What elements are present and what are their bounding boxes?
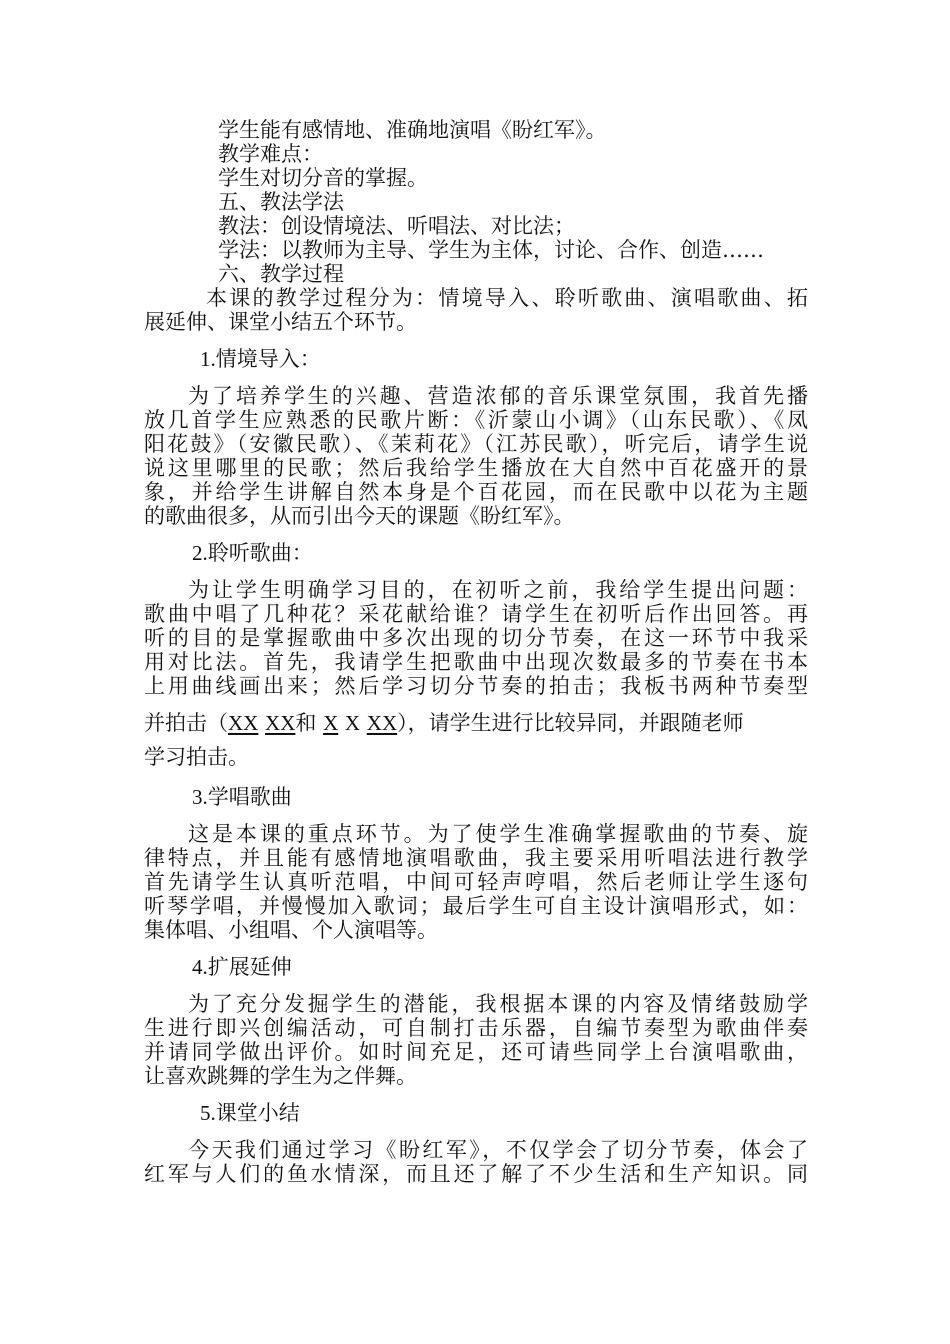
paragraph-line: 律特点，并且能有感情地演唱歌曲，我主要采用听唱法进行教学 — [144, 846, 808, 870]
rhythm-notation-plain: X — [344, 711, 361, 735]
rhythm-line-suffix: ），请学生进行比较异同，并跟随老师 — [397, 711, 744, 735]
paragraph-line: 说这里哪里的民歌；然后我给学生播放在大自然中百花盛开的景 — [144, 456, 808, 480]
paragraph-line: 集体唱、小组唱、个人演唱等。 — [144, 918, 438, 942]
section-3-paragraph — [144, 822, 808, 942]
paragraph-line: 学习拍击。 — [144, 745, 249, 769]
paragraph-line: 让喜欢跳舞的学生为之伴舞。 — [144, 1064, 417, 1088]
overview-line-2: 展延伸、课堂小结五个环节。 — [144, 310, 417, 334]
paragraph-line: 这是本课的重点环节。为了使学生准确掌握歌曲的节奏、旋 — [188, 822, 808, 846]
section-2-heading: 2.聆听歌曲： — [192, 541, 313, 565]
methods-heading: 五、教法学法 — [218, 190, 344, 214]
goal-text: 学生能有感情地、准确地演唱《盼红军》。 — [218, 118, 607, 142]
intro-block — [144, 118, 808, 286]
overview-line-1: 本课的教学过程分为：情境导入、聆听歌曲、演唱歌曲、拓 — [206, 286, 808, 310]
section-1-paragraph — [144, 384, 808, 528]
section-4-heading: 4.扩展延伸 — [192, 955, 292, 979]
process-heading: 六、教学过程 — [218, 262, 344, 286]
rhythm-conjunction: 和 — [295, 711, 317, 735]
document-page — [144, 118, 808, 1186]
learning-method-text: 学法：以教师为主导、学生为主体，讨论、合作、创造…… — [218, 238, 764, 262]
paragraph-line: 为了充分发掘学生的潜能，我根据本课的内容及情绪鼓励学 — [188, 992, 808, 1016]
rhythm-notation: XX — [366, 711, 398, 735]
section-5-heading: 5.课堂小结 — [200, 1101, 300, 1125]
paragraph-line: 首先请学生认真听范唱，中间可轻声哼唱，然后老师让学生逐句 — [144, 870, 808, 894]
overview-paragraph — [144, 286, 808, 334]
paragraph-line: 听琴学唱，并慢慢加入歌词；最后学生可自主设计演唱形式，如： — [144, 894, 808, 918]
difficulty-text: 学生对切分音的掌握。 — [218, 166, 428, 190]
paragraph-line: 的歌曲很多，从而引出今天的课题《盼红军》。 — [144, 504, 575, 528]
paragraph-line: 用对比法。首先，我请学生把歌曲中出现次数最多的节奏在书本 — [144, 650, 808, 674]
paragraph-line: 歌曲中唱了几种花？采花献给谁？请学生在初听后作出回答。再 — [144, 602, 808, 626]
paragraph-line: 象，并给学生讲解自然本身是个百花园，而在民歌中以花为主题 — [144, 480, 808, 504]
paragraph-line: 为了培养学生的兴趣、营造浓郁的音乐课堂氛围，我首先播 — [188, 384, 808, 408]
rhythm-line — [144, 706, 808, 740]
paragraph-line: 放几首学生应熟悉的民歌片断：《沂蒙山小调》（山东民歌）、《凤 — [144, 408, 808, 432]
paragraph-line: 生进行即兴创编活动，可自制打击乐器，自编节奏型为歌曲伴奏 — [144, 1016, 808, 1040]
section-4-paragraph — [144, 992, 808, 1088]
section-3-heading: 3.学唱歌曲 — [192, 785, 292, 809]
rhythm-line-prefix: 并拍击（ — [144, 711, 228, 735]
paragraph-line: 并请同学做出评价。如时间充足，还可请些同学上台演唱歌曲， — [144, 1040, 808, 1064]
rhythm-notation: XX — [228, 711, 259, 735]
teaching-method-text: 教法：创设情境法、听唱法、对比法； — [218, 214, 575, 238]
paragraph-line: 阳花鼓》（安徽民歌）、《茉莉花》（江苏民歌），听完后，请学生说 — [144, 432, 808, 456]
rhythm-notation: X — [323, 711, 339, 735]
section-2-paragraph — [144, 578, 808, 774]
paragraph-line: 上用曲线画出来；然后学习切分节奏的拍击；我板书两种节奏型 — [144, 674, 808, 698]
paragraph-line: 听的目的是掌握歌曲中多次出现的切分节奏，在这一环节中我采 — [144, 626, 808, 650]
section-1-heading: 1.情境导入： — [200, 347, 321, 371]
paragraph-line: 为让学生明确学习目的，在初听之前，我给学生提出问题： — [188, 578, 808, 602]
section-5-paragraph — [144, 1138, 808, 1186]
rhythm-notation: XX — [265, 711, 296, 735]
paragraph-line: 红军与人们的鱼水情深，而且还了解了不少生活和生产知识。同 — [144, 1162, 808, 1186]
paragraph-line: 今天我们通过学习《盼红军》，不仅学会了切分节奏，体会了 — [188, 1138, 808, 1162]
difficulty-heading: 教学难点： — [218, 142, 323, 166]
